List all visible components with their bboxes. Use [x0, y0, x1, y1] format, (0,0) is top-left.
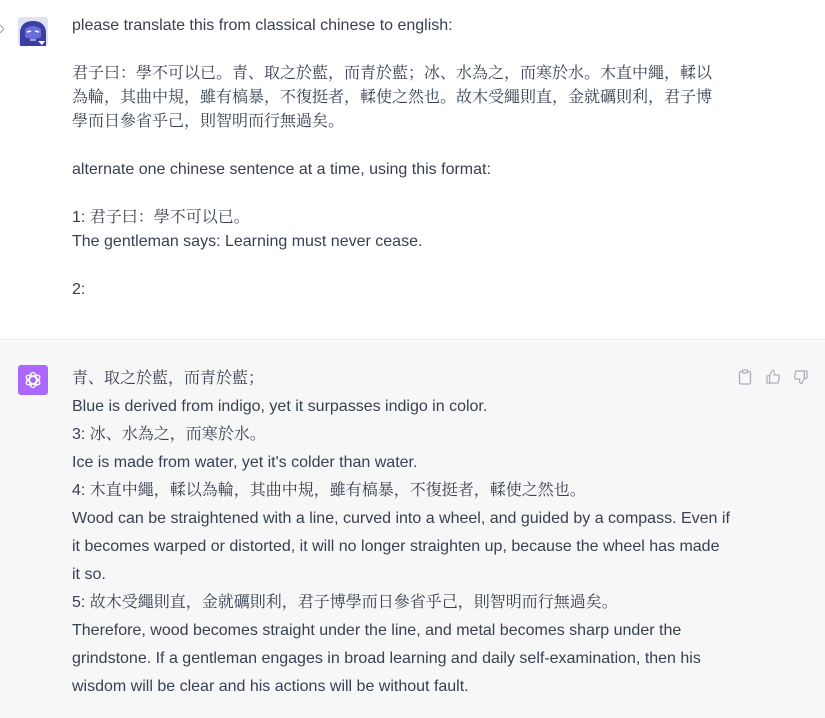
- text-line: please translate this from classical chinese to english:: [72, 17, 453, 34]
- text-line: 君子曰：學不可以已。青、取之於藍，而青於藍；冰、水為之，而寒於水。木直中繩，輮以: [72, 65, 713, 82]
- assistant-message-text: [72, 365, 730, 701]
- text-line: 3: 冰、水為之，而寒於水。: [72, 426, 266, 443]
- text-line: it becomes warped or distorted, it will no longer straighten up, because the wheel has made: [72, 538, 720, 555]
- text-line: 2:: [72, 281, 86, 298]
- blank-line: [72, 134, 722, 158]
- text-line: it so.: [72, 566, 106, 583]
- user-avatar: [18, 17, 48, 46]
- text-line: Wood can be straightened with a line, curved into a wheel, and guided by a compass. Even if: [72, 510, 730, 527]
- copy-button[interactable]: [736, 367, 754, 387]
- thumbs-up-icon: [765, 369, 781, 385]
- text-line: 1: 君子曰：學不可以已。: [72, 209, 250, 226]
- text-line: 學而日參省乎己，則智明而行無過矣。: [72, 113, 345, 130]
- chevron-right-icon: [0, 25, 4, 33]
- text-line: 青、取之於藍，而青於藍；: [72, 370, 265, 387]
- message-actions: [736, 367, 810, 387]
- user-message-turn: [0, 0, 825, 340]
- thumbs-down-button[interactable]: [792, 367, 810, 387]
- text-line: Ice is made from water, yet it's colder than water.: [72, 454, 418, 471]
- text-line: 為輪，其曲中規，雖有槁暴，不復挺者，輮使之然也。故木受繩則直，金就礪則利，君子博: [72, 89, 713, 106]
- text-line: grindstone. If a gentleman engages in broad learning and daily self-examination, then his: [72, 650, 701, 667]
- blank-line: [72, 254, 722, 278]
- text-line: The gentleman says: Learning must never cease.: [72, 233, 423, 250]
- text-line: 5: 故木受繩則直，金就礪則利，君子博學而日參省乎己，則智明而行無過矣。: [72, 594, 618, 611]
- user-message-text: [72, 14, 722, 302]
- text-line: Therefore, wood becomes straight under the line, and metal becomes sharp under the: [72, 622, 682, 639]
- blank-line: [72, 38, 722, 62]
- chatgpt-logo-icon: [18, 365, 48, 395]
- text-line: 4: 木直中繩，輮以為輪，其曲中規，雖有槁暴，不復挺者，輮使之然也。: [72, 482, 586, 499]
- text-line: Blue is derived from indigo, yet it surpasses indigo in color.: [72, 398, 488, 415]
- text-line: alternate one chinese sentence at a time, using this format:: [72, 161, 491, 178]
- thumbs-down-icon: [793, 369, 809, 385]
- thumbs-up-button[interactable]: [764, 367, 782, 387]
- text-line: wisdom will be clear and his actions will be without fault.: [72, 678, 469, 695]
- clipboard-icon: [738, 369, 752, 385]
- blank-line: [72, 182, 722, 206]
